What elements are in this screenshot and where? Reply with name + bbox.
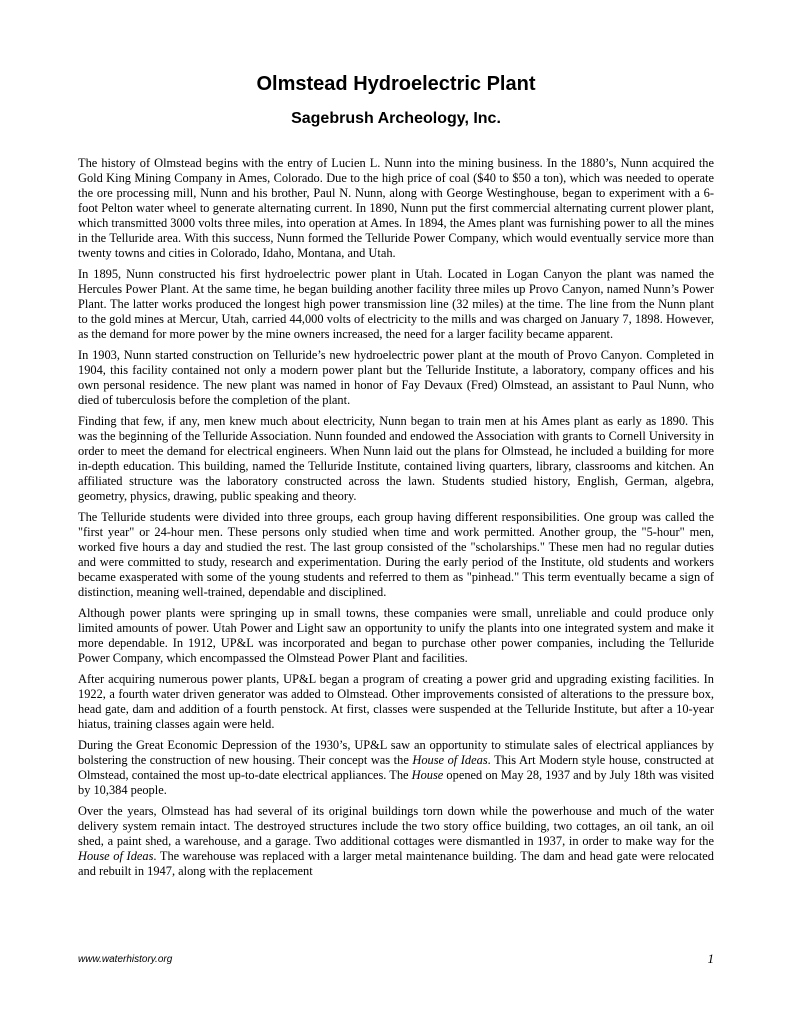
text-run: . The warehouse was replaced with a larger metal maintenance building. The dam and head gate were relocated and rebuilt in 1947, along with the replacement [78, 849, 714, 878]
page-title: Olmstead Hydroelectric Plant [256, 73, 536, 95]
page-number: 1 [707, 951, 714, 966]
paragraph: Although power plants were springing up in small towns, these companies were small, unreliable and could produce only limited amounts of power. Utah Power and Light saw an opportunity to unify the plants into one integrated system and make it more dependable. In 1912, UP&L was incorporated and began to purchase other power companies, including the Telluride Power Company, which encompassed the Olmstead Power Plant and facilities. [78, 606, 714, 665]
paragraph: The Telluride students were divided into three groups, each group having different responsibilities. One group was called the "first year" or 24-hour men. These persons only studied when time and work permitted. Another group, the "5-hour" men, worked five hours a day and studied the rest. The last group consisted of the "scholarships." These men had no regular duties and were committed to study, research and experimentation. During the early period of the Institute, old students and workers became exasperated with some of the young students and referred to them as "pinhead." This term eventually became a sign of distinction, meaning well-trained, dependable and disciplined. [78, 510, 714, 599]
paragraph: After acquiring numerous power plants, UP&L began a program of creating a power grid and upgrading existing facilities. In 1922, a fourth water driven generator was added to Olmstead. Other improvements consisted of alterations to the pressure box, head gate, dam and addition of a fourth penstock. At first, classes were suspended at the Telluride Institute, but after a 10-year hiatus, training classes again were held. [78, 672, 714, 731]
text-run: Over the years, Olmstead has had several of its original buildings torn down while the powerhouse and much of the water delivery system remain intact. The destroyed structures include the two story office building, two cottages, an oil tank, an oil shed, a paint shed, a warehouse, and a garage. Two additional cottages were dismantled in 1937, in order to make way for the [78, 804, 714, 848]
emphasis-text: House of Ideas [412, 753, 488, 767]
paragraph: The history of Olmstead begins with the entry of Lucien L. Nunn into the mining business. In the 1880’s, Nunn acquired the Gold King Mining Company in Ames, Colorado. Due to the high price of coal ($40 to $50 a ton), which was needed to operate the ore processing mill, Nunn and his brother, Paul N. Nunn, along with George Westinghouse, began to experiment with a 6-foot Pelton water wheel to generate alternating current. In 1890, Nunn put the first commercial alternating current plower plant, which transmitted 3000 volts three miles, into operation at Ames. In 1894, the Ames plant was furnishing power to all the mines in the Telluride area. With this success, Nunn formed the Telluride Power Company, which would eventually service more than twenty towns and cities in Colorado, Idaho, Montana, and Utah. [78, 156, 714, 260]
article-body [78, 156, 714, 885]
text-run: During the Great Economic Depression of the 1930’s, UP&L saw an opportunity to stimulate sales of electrical appliances by bolstering the construction of new housing. Their concept was the [78, 738, 714, 767]
emphasis-text: House [411, 768, 444, 782]
paragraph: Finding that few, if any, men knew much about electricity, Nunn began to train men at his Ames plant as early as 1890. This was the beginning of the Telluride Association. Nunn founded and endowed the Association with grants to Cornell University in order to meet the demand for electrical engineers. When Nunn laid out the plans for Olmstead, he included a building for more in-depth education. This building, named the Telluride Institute, contained living quarters, library, classrooms and kitchen. An affiliated structure was the laboratory constructed across the lawn. Students studied history, English, German, algebra, geometry, physics, drawing, public speaking and theory. [78, 414, 714, 503]
paragraph: In 1895, Nunn constructed his first hydroelectric power plant in Utah. Located in Logan Canyon the plant was named the Hercules Power Plant. At the same time, he began building another facility three miles up Provo Canyon, named Nunn’s Power Plant. The latter works produced the longest high power transmission line (32 miles) at the time. The line from the Nunn plant to the gold mines at Mercur, Utah, carried 44,000 volts of electricity to the mills and was charged on January 7, 1898. However, as the demand for more power by the mine owners increased, the need for a larger facility became apparent. [78, 267, 714, 341]
footer-url: www.waterhistory.org [78, 954, 173, 965]
paragraph: In 1903, Nunn started construction on Telluride’s new hydroelectric power plant at the mouth of Provo Canyon. Completed in 1904, this facility contained not only a modern power plant but the Telluride Institute, a laboratory, company offices and his own personal residence. The new plant was named in honor of Fay Devaux (Fred) Olmstead, an assistant to Paul Nunn, who died of tuberculosis before the completion of the plant. [78, 348, 714, 407]
text-run: opened on May 28, 1937 and by July 18th was visited by 10,384 people. [78, 768, 714, 797]
emphasis-text: House of Ideas [78, 849, 154, 863]
paragraph [78, 738, 714, 798]
text-run: . This Art Modern style house, constructed at Olmstead, contained the most up-to-date electrical appliances. The [78, 753, 714, 782]
paragraph [78, 804, 714, 879]
page-subtitle: Sagebrush Archeology, Inc. [291, 110, 501, 127]
